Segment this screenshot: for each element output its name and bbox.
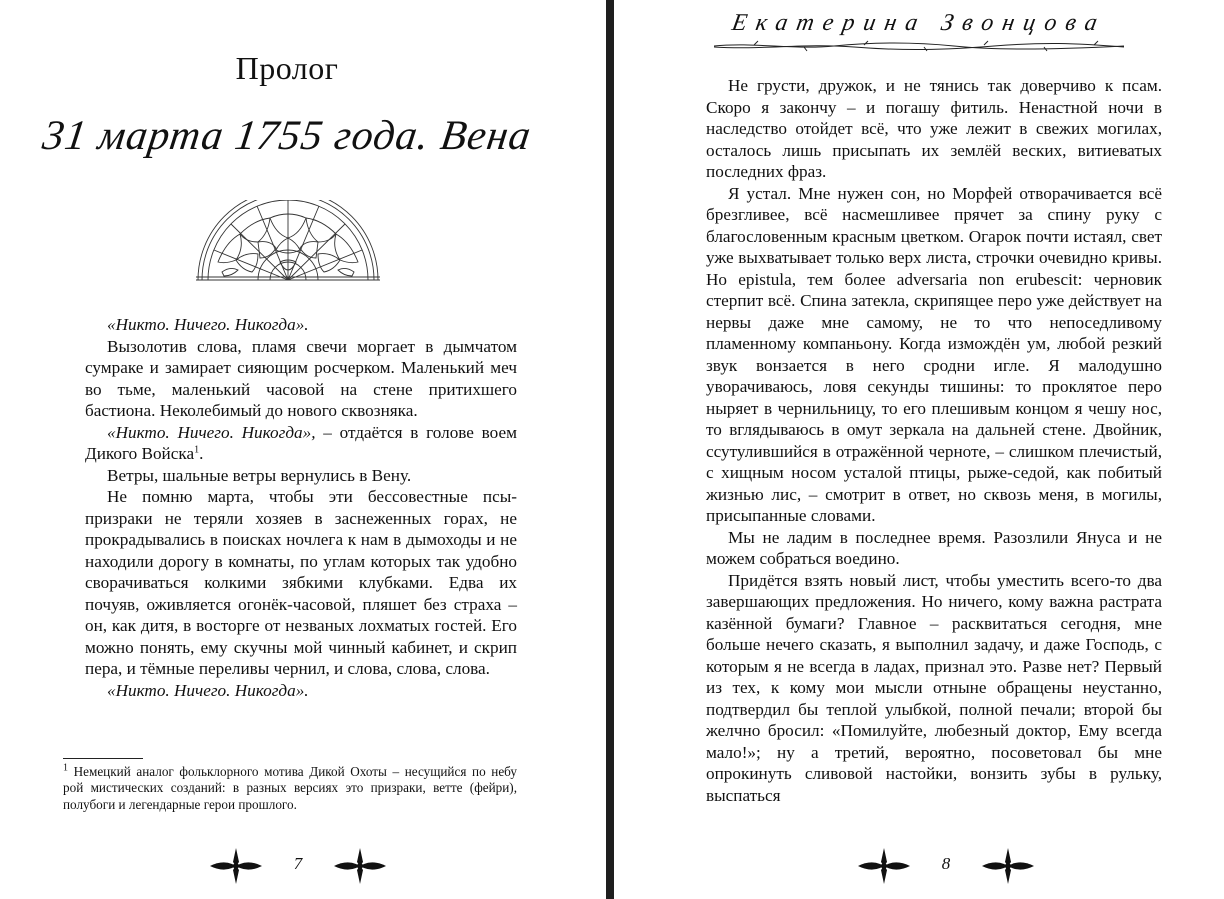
paragraph-end: . (199, 444, 204, 463)
paragraph: Я устал. Мне нужен сон, но Морфей отворачивается всё брезгливее, всё насмешливее прячет за спину руку с благословенным красным цветком. Огарок почти истаял, свет уже выхватывает только верх листа, строчки очевидно кривы. Но epistula, тем более adversaria non erubescit: черновик стерпит всё. Спина затекла, скрипящее перо уже действует на нервы даже мне самому, не то что непоседливому пламенному компаньону. Когда измождён ум, любой резкий звук вонзается в него сродни игле. Я малодушно уворачиваюсь, ловя секунды тишины: то проклятое перо ныряет в чернильницу, то его плешивым концом я чешу нос, то вглядываюсь в омут зеркала на дальней стене. Двойник, ссутулившийся в отражённой черноте, – слишком плечистый, с хищным носом усталой птицы, рыже-седой, как побитый жизнью лис, – смотрит в ответ, но сквозь меня, в могилы, присыпанные словами. (706, 183, 1162, 525)
footnote-number: 1 (63, 762, 68, 774)
paragraph: Придётся взять новый лист, чтобы уместить всего-то два завершающих предложения. Но ничего, кому важна растрата казённой бумаги? Главное – расквитаться сегодня, мне больше нечего сказать, я выполнил задачу, и даже Господь, с которым я не всегда в ладах, признал это. Разве нет? Первый из тех, к кому мои мысли отныне обращены неустанно, подтвердил бы теплой улыбкой, полной печали; второй бы желчно бросил: «Помилуйте, любезный доктор, Ему всегда мало!»; ну а третий, вероятно, посоветовал бы мне опрокинуть сливовой настойки, вонзить зубы в рульку, выспаться (706, 570, 1162, 805)
thorn-vine-divider-icon (714, 40, 1124, 52)
book-gutter (606, 0, 614, 899)
right-body-text (706, 75, 1162, 806)
epigraph-line: «Никто. Ничего. Никогда». (107, 680, 309, 700)
running-head-author: Екатерина Звонцова (729, 10, 1109, 36)
page-folio (846, 846, 1046, 886)
left-body-text (85, 314, 517, 701)
paragraph: Вызолотив слова, пламя свечи моргает в дымчатом сумраке и замирает сияющим росчерком. Маленький меч во тьме, маленький часовой на стене притихшего бастиона. Неколебимый до нового сквозняка. (85, 336, 517, 420)
epigraph-line: «Никто. Ничего. Никогда». (107, 315, 309, 334)
page-folio (198, 846, 398, 886)
epigraph-quote: «Никто. Ничего. Никогда», (107, 422, 316, 442)
chapter-title: Пролог (235, 50, 339, 86)
page-number: 7 (293, 854, 303, 873)
right-page (614, 0, 1224, 899)
left-page (0, 0, 606, 899)
footnote-divider (63, 758, 143, 759)
rose-window-semicircle-icon (196, 200, 380, 282)
paragraph (85, 422, 517, 465)
chapter-subtitle: 31 марта 1755 года. Вена (39, 113, 535, 159)
footnote (63, 764, 517, 813)
paragraph: Не помню марта, чтобы эти бессовестные псы-призраки не теряли хозяев в заснеженных горах, не прокрадывались в поисках ночлега к нам в дымоходы и не находили дорогу в комнаты, по углам которых так удобно сворачиваться колкими зябкими клубками. Едва их почуяв, оживляется огонёк-часовой, пляшет без страха – он, как дитя, в восторге от незваных лохматых гостей. Его можно понять, ему скучны мой чинный кабинет, и скрип пера, и тёмные переливы чернил, и слова, слова, слова. (85, 487, 517, 678)
paragraph: Не грусти, дружок, и не тянись так доверчиво к псам. Скоро я закончу – и погашу фитиль. Ненастной ночи в наследство отойдет всё, что уже лежит в свежих могилах, осталось лишь присыпать их землёй веских, витиеватых последних фраз. (706, 76, 1162, 181)
footnote-text: Немецкий аналог фольклорного мотива Дикой Охоты – несущийся по небу рой мистических созданий: в разных версиях это призраки, ветте (фейри), полубоги и легендарные герои прошлого. (63, 764, 517, 812)
page-number: 8 (941, 854, 951, 873)
running-head (714, 10, 1124, 54)
fleuron-right-icon (980, 846, 1036, 886)
footnote-marker[interactable]: 1 (194, 444, 200, 456)
paragraph: Мы не ладим в последнее время. Разозлили Януса и не можем собраться воедино. (706, 527, 1162, 568)
paragraph: Ветры, шальные ветры вернулись в Вену. (107, 465, 412, 485)
paragraph-text: – отдаётся в голове воем Дикого Войска (85, 422, 517, 463)
fleuron-right-icon (332, 846, 388, 886)
